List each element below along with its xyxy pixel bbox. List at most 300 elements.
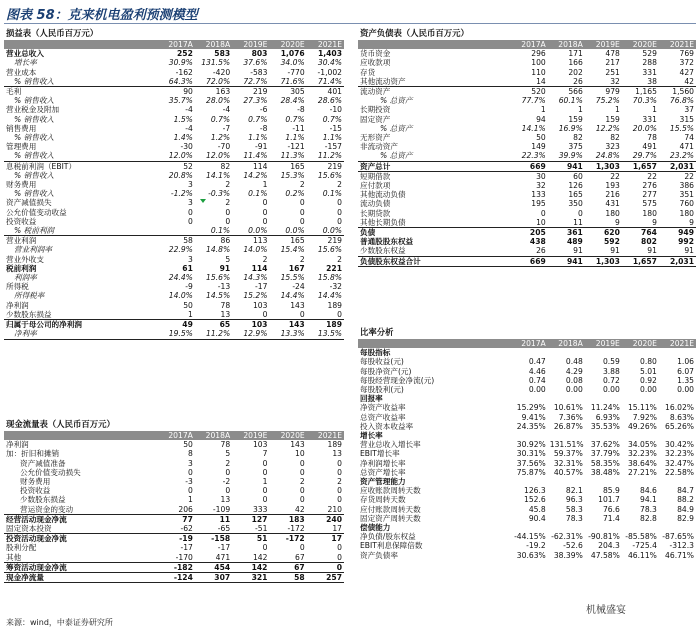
table-row [4, 553, 344, 563]
value-cell: 6.93% [595, 412, 620, 422]
value-cell: 0.1% [210, 226, 231, 236]
value-cell: 9 [615, 217, 620, 227]
value-cell: 0.08 [565, 375, 583, 385]
value-cell: 11.2% [195, 329, 232, 339]
table-row [358, 77, 696, 87]
value-cell: 14.2% [243, 170, 268, 180]
value-cell: 0 [225, 467, 231, 477]
value-cell: -158 [195, 534, 232, 544]
value-cell: 276 [642, 181, 657, 191]
row-label: % 销售收入 [14, 114, 55, 124]
value-cell: 1 [615, 105, 620, 115]
row-label: 每股经营现金净流(元) [360, 375, 435, 385]
table-row [358, 96, 696, 105]
value-cell: 2 [225, 458, 231, 468]
row-label: 其他流动资产 [360, 76, 406, 86]
value-cell: 42 [295, 504, 305, 514]
value-cell: 77 [158, 514, 195, 524]
value-cell: 37.79% [590, 449, 620, 459]
cashflow-statement [4, 418, 344, 583]
value-cell: 491 [642, 142, 657, 152]
value-cell: 60.1% [558, 96, 583, 106]
value-cell: 0.47 [528, 357, 546, 367]
table-row [4, 449, 344, 458]
value-cell: 29.7% [632, 151, 657, 161]
value-cell: 566 [548, 87, 585, 97]
value-cell: -13 [217, 282, 231, 292]
value-cell: 59.37% [553, 449, 583, 459]
value-cell: -172 [287, 524, 305, 534]
value-cell: 27.21% [627, 467, 657, 477]
value-cell: 13 [220, 495, 231, 505]
table-row [358, 514, 696, 523]
table-row [358, 413, 696, 422]
value-cell: 361 [548, 228, 585, 238]
table-row [358, 142, 696, 151]
value-cell: 0 [337, 543, 342, 553]
value-cell: 315 [679, 114, 694, 124]
row-label: 息税前利润（EBIT） [4, 161, 158, 171]
year-header-cell: 2020E [622, 339, 659, 348]
table-row [358, 422, 696, 431]
value-cell: 91 [610, 246, 620, 256]
row-label: 其他长期负债 [360, 217, 406, 227]
value-cell: 14.5% [206, 291, 231, 301]
header-row [358, 339, 696, 348]
value-cell: 14 [536, 76, 546, 86]
row-label: 财务费用 [20, 477, 51, 487]
year-header-cell: 2017A [511, 40, 548, 49]
value-cell: 24.8% [595, 151, 620, 161]
value-cell: 478 [605, 49, 620, 59]
row-label: 非流动资产 [360, 142, 398, 152]
value-cell: 0 [262, 207, 268, 217]
value-cell: 65.26% [665, 421, 694, 431]
value-cell: -0.3% [208, 189, 231, 199]
header-label-cell [358, 40, 511, 49]
title-rule [4, 23, 696, 24]
table-row [358, 181, 696, 190]
value-cell: 22.3% [521, 151, 546, 161]
table-row [358, 367, 696, 376]
balance-table [358, 40, 696, 267]
row-label: 管理费用 [6, 142, 37, 152]
value-cell: 3 [188, 254, 193, 264]
row-label: 资产负债率 [360, 550, 398, 560]
value-cell: 0.00 [565, 385, 583, 395]
value-cell: 0 [262, 309, 268, 319]
value-cell: 72.7% [243, 76, 268, 86]
value-cell [659, 523, 696, 532]
value-cell: 1.06 [677, 357, 694, 367]
value-cell: 803 [251, 49, 268, 59]
table-row [4, 301, 344, 310]
value-cell: -17 [180, 543, 193, 553]
value-cell: 0 [225, 486, 231, 496]
row-label: % 销售收入 [14, 133, 55, 143]
value-cell: 32 [536, 181, 546, 191]
value-cell: 127 [232, 514, 269, 524]
table-row [4, 495, 344, 504]
value-cell: -51 [255, 524, 268, 534]
value-cell: -65 [217, 524, 231, 534]
value-cell: 2,031 [659, 256, 696, 266]
row-label: 少数股东损益 [6, 309, 52, 319]
value-cell: -17 [255, 282, 268, 292]
table-row [4, 505, 344, 515]
table-row [4, 291, 344, 300]
value-cell: -3 [185, 477, 193, 487]
value-cell: -7 [222, 123, 231, 133]
value-cell: 165 [568, 190, 583, 200]
value-cell: -1,002 [317, 67, 342, 77]
value-cell: 14.1% [521, 123, 546, 133]
value-cell: 82 [573, 133, 583, 143]
value-cell: 52 [158, 161, 195, 171]
value-cell: 34.05% [627, 440, 657, 450]
value-cell: 14.4% [280, 291, 305, 301]
table-row [358, 394, 696, 403]
value-cell [659, 394, 696, 403]
value-cell: 0 [299, 309, 305, 319]
value-cell: 50 [183, 440, 193, 450]
value-cell: 219 [232, 87, 269, 97]
value-cell [622, 477, 659, 486]
value-cell: 1 [540, 105, 546, 115]
row-label: 投资收益 [20, 486, 51, 496]
value-cell: 165 [269, 161, 306, 171]
income-statement [4, 27, 344, 340]
value-cell: 30.63% [516, 550, 546, 560]
row-label: % 销售收入 [14, 96, 55, 106]
value-cell: 0.0% [322, 226, 342, 236]
value-cell: 84.7 [677, 486, 694, 496]
table-row [4, 320, 344, 330]
value-cell: 1 [577, 105, 583, 115]
value-cell: 0 [299, 467, 305, 477]
value-cell: 3 [188, 458, 193, 468]
row-label: 其他 [6, 552, 22, 562]
value-cell: 205 [511, 228, 548, 238]
value-cell: 12.0% [206, 151, 231, 161]
value-cell: 1,165 [622, 87, 659, 97]
income-statement-title: 损益表（人民币百万元） [6, 28, 99, 38]
row-label: 流动资产 [358, 87, 511, 97]
value-cell: 13.3% [269, 329, 306, 339]
value-cell: -4 [185, 123, 193, 133]
value-cell: 114 [232, 161, 269, 171]
value-cell: 5 [225, 449, 231, 459]
value-cell: 219 [307, 236, 344, 246]
row-label: 销售费用 [6, 123, 37, 133]
row-label: 公允价值变动损失 [20, 467, 81, 477]
table-row [358, 151, 696, 161]
table-row [358, 161, 696, 171]
cashflow-table [4, 431, 344, 583]
value-cell: 10.61% [553, 403, 583, 413]
header-label-cell [358, 339, 511, 348]
value-cell: 1,657 [622, 161, 659, 171]
value-cell: -24 [292, 282, 305, 292]
value-cell: 37.62% [590, 440, 620, 450]
value-cell: 431 [605, 199, 620, 209]
value-cell: 30.42% [665, 440, 694, 450]
table-row [358, 440, 696, 449]
value-cell: 0 [225, 216, 231, 226]
value-cell: 2 [299, 477, 305, 487]
value-cell: 0.59 [602, 357, 620, 367]
value-cell: -91 [255, 142, 268, 152]
value-cell: 1,303 [585, 256, 622, 266]
value-cell [585, 348, 622, 357]
table-row [358, 449, 696, 458]
value-cell: -157 [324, 142, 342, 152]
value-cell: 372 [679, 58, 694, 68]
row-label: 筹资活动现金净流 [4, 562, 158, 572]
value-cell: 3 [188, 180, 193, 190]
value-cell: 2 [337, 180, 342, 190]
value-cell: -44.15% [514, 532, 546, 542]
table-row [4, 49, 344, 58]
value-cell: 0 [337, 495, 342, 505]
row-label: 负债股东权益合计 [358, 256, 511, 266]
value-cell: 46.11% [627, 550, 657, 560]
value-cell: 114 [251, 263, 268, 273]
row-label: 回报率 [360, 394, 383, 404]
table-row [4, 329, 344, 339]
row-label: 股利分配 [6, 543, 37, 553]
value-cell: 0 [262, 543, 268, 553]
value-cell: 296 [531, 49, 546, 59]
row-label: 每股指标 [360, 348, 391, 358]
value-cell: 202 [568, 67, 583, 77]
value-cell: -109 [212, 504, 231, 514]
ratio-analysis-title: 比率分析 [360, 327, 394, 337]
table-row [358, 133, 696, 142]
value-cell [511, 477, 548, 486]
value-cell: 103 [252, 440, 268, 450]
value-cell: 0.7% [322, 114, 342, 124]
table-row [4, 171, 344, 180]
value-cell: 277 [642, 190, 657, 200]
table-row [358, 190, 696, 199]
value-cell: 5.01 [639, 366, 657, 376]
value-cell: 22.58% [665, 467, 694, 477]
value-cell: 0 [337, 458, 342, 468]
table-row [358, 171, 696, 181]
value-cell: 350 [568, 199, 583, 209]
value-cell: 1,076 [280, 49, 305, 59]
value-cell: 0.0% [285, 226, 305, 236]
value-cell: 101.7 [598, 495, 620, 505]
value-cell: 34.0% [280, 58, 305, 68]
row-label: 资产减值准备 [20, 458, 66, 468]
value-cell: 769 [679, 49, 694, 59]
value-cell: -10 [329, 105, 342, 115]
table-row [358, 115, 696, 124]
row-label: 净利润 [6, 300, 29, 310]
table-row [4, 573, 344, 583]
value-cell: 159 [568, 114, 583, 124]
header-row [4, 431, 344, 440]
value-cell: 331 [642, 67, 657, 77]
row-label: 每股收益(元) [360, 357, 404, 367]
row-label: 归属于母公司的净利润 [4, 320, 158, 330]
value-cell: 49 [158, 320, 195, 330]
year-header-cell: 2020E [269, 431, 306, 440]
value-cell: 438 [529, 237, 546, 247]
row-label: 营运资金的变动 [20, 504, 74, 514]
value-cell: 14.3% [243, 273, 268, 283]
value-cell: 71.4% [317, 76, 342, 86]
value-cell: 1.35 [677, 375, 694, 385]
table-row [358, 505, 696, 514]
value-cell: 37.56% [516, 458, 546, 468]
value-cell: -2 [222, 477, 231, 487]
value-cell: 8 [188, 449, 193, 459]
row-label: 营业税金及附加 [6, 105, 60, 115]
value-cell: 15.6% [317, 170, 342, 180]
row-label: 每股股利(元) [360, 385, 404, 395]
value-cell: 38.64% [627, 458, 657, 468]
row-label: EBIT增长率 [360, 449, 400, 459]
value-cell: 82 [195, 161, 232, 171]
value-cell: 88.2 [677, 495, 694, 505]
value-cell: 74 [684, 133, 694, 143]
value-cell: 941 [548, 256, 585, 266]
value-cell: 131.51% [549, 440, 584, 450]
value-cell: 171 [568, 49, 583, 59]
value-cell: 61 [182, 263, 193, 273]
table-row [358, 105, 696, 114]
value-cell: 67 [295, 552, 305, 562]
row-label: 现金净流量 [4, 573, 158, 583]
table-row [358, 403, 696, 412]
value-cell: -8 [297, 105, 305, 115]
value-cell: 217 [605, 58, 620, 68]
value-cell: 6.07 [677, 366, 694, 376]
value-cell: -62 [180, 524, 193, 534]
table-row [358, 523, 696, 532]
value-cell: 24.4% [168, 273, 193, 283]
value-cell: 210 [327, 504, 342, 514]
table-row [4, 217, 344, 226]
value-cell: 0 [188, 216, 193, 226]
row-label: 资产减值损失 [6, 198, 52, 208]
value-cell: 7.92% [632, 412, 657, 422]
value-cell: 14.0% [168, 291, 193, 301]
value-cell: 17 [307, 534, 344, 544]
row-label: 无形资产 [360, 133, 391, 143]
value-cell: 0 [540, 208, 546, 218]
value-cell: 529 [642, 49, 657, 59]
value-cell: 323 [605, 142, 620, 152]
value-cell: -124 [158, 573, 195, 583]
value-cell: 0 [299, 216, 305, 226]
value-cell: 471 [215, 552, 231, 562]
value-cell: 20.0% [632, 123, 657, 133]
value-cell: 669 [511, 256, 548, 266]
value-cell: 26 [573, 76, 583, 86]
year-header-cell: 2020E [269, 40, 306, 49]
value-cell: 0.00 [602, 385, 620, 395]
value-cell: 520 [511, 87, 548, 97]
row-label: 长期贷款 [360, 208, 391, 218]
row-label: 公允价值变动收益 [6, 207, 67, 217]
table-row [4, 198, 344, 207]
value-cell: 13.5% [307, 329, 344, 339]
value-cell: 1.1% [285, 133, 305, 143]
table-row [4, 524, 344, 534]
value-cell: 15.3% [280, 170, 305, 180]
value-cell: 82 [610, 133, 620, 143]
value-cell: 14.8% [206, 245, 231, 255]
value-cell: 575 [642, 199, 657, 209]
table-row [358, 256, 696, 266]
value-cell: 96.3 [565, 495, 583, 505]
table-row [4, 282, 344, 291]
value-cell: 583 [214, 49, 231, 59]
row-label: 营业总收入增长率 [360, 440, 421, 450]
value-cell: 0 [337, 198, 342, 208]
year-header-cell: 2020E [622, 40, 659, 49]
value-cell: 11 [195, 514, 232, 524]
value-cell: -182 [158, 562, 195, 572]
value-cell: 204.3 [598, 541, 620, 551]
value-cell [659, 477, 696, 486]
row-label: 营业外收支 [6, 254, 44, 264]
value-cell: -32 [329, 282, 342, 292]
table-row [358, 357, 696, 366]
table-row [4, 124, 344, 133]
value-cell: 23.2% [669, 151, 694, 161]
value-cell: 0 [299, 198, 305, 208]
row-label: 流动负债 [360, 199, 391, 209]
year-header-cell: 2021E [659, 40, 696, 49]
value-cell: 1,560 [659, 87, 696, 97]
row-label: 少数股东权益 [360, 246, 406, 256]
value-cell: -583 [250, 67, 268, 77]
value-cell: 47.58% [590, 550, 620, 560]
value-cell [622, 431, 659, 440]
value-cell: 30.9% [168, 58, 193, 68]
value-cell: -70 [217, 142, 231, 152]
table-row [358, 218, 696, 228]
value-cell: 110 [531, 67, 546, 77]
value-cell: 13 [332, 449, 342, 459]
value-cell: 427 [679, 67, 694, 77]
table-row [4, 208, 344, 217]
value-cell: 0.00 [677, 385, 694, 395]
row-label: 资产总计 [358, 161, 511, 171]
value-cell: 1 [262, 180, 268, 190]
value-cell: 180 [605, 208, 620, 218]
value-cell: 142 [232, 562, 269, 572]
value-cell: 163 [195, 87, 232, 97]
value-cell: 65 [195, 320, 232, 330]
value-cell: 0 [299, 458, 305, 468]
value-cell: -87.65% [662, 532, 694, 542]
value-cell: 30.31% [516, 449, 546, 459]
row-label: 普通股股东权益 [360, 237, 414, 247]
value-cell: 22 [622, 171, 659, 181]
value-cell: 32.47% [665, 458, 694, 468]
value-cell: 331 [642, 114, 657, 124]
value-cell: 0.00 [528, 385, 546, 395]
value-cell: 7 [262, 449, 268, 459]
value-cell: 183 [269, 514, 306, 524]
value-cell: 3.88 [602, 366, 620, 376]
